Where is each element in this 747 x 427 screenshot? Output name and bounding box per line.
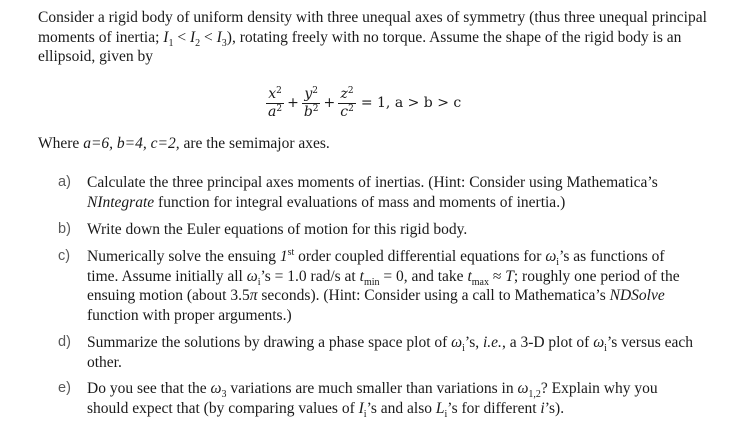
exponent: 2 bbox=[312, 103, 319, 114]
b-var: b bbox=[303, 103, 313, 120]
ellipsoid-equation bbox=[264, 83, 524, 123]
subscript-i: i bbox=[462, 343, 465, 355]
z-var: z bbox=[340, 85, 348, 102]
angular-momentum-symbol: L bbox=[435, 399, 445, 417]
text: ’s and also bbox=[366, 399, 436, 417]
subscript-i: i bbox=[444, 408, 448, 420]
exponent: 2 bbox=[347, 85, 354, 96]
text: ≈ bbox=[488, 267, 506, 285]
ordinal-number: 1 bbox=[279, 248, 288, 265]
omega-symbol: ω bbox=[246, 267, 258, 285]
text: ’s as functions of time. Assume initially all bbox=[87, 248, 665, 285]
exponent: 2 bbox=[276, 103, 283, 114]
y-var: y bbox=[304, 85, 313, 102]
equation-rhs: = 1, a > b > c bbox=[360, 95, 462, 111]
ie-abbrev: i.e. bbox=[483, 334, 502, 351]
function-name: NIntegrate bbox=[87, 193, 155, 211]
text: Write down the Euler equations of motion for this rigid body. bbox=[87, 221, 468, 238]
part-text bbox=[87, 333, 697, 372]
a-var: a bbox=[268, 103, 277, 120]
text: variations are much smaller than variations in bbox=[226, 380, 518, 397]
omega-symbol: ω bbox=[210, 380, 222, 397]
c-var: c bbox=[340, 103, 349, 120]
omega-symbol: ω bbox=[545, 248, 557, 265]
part-text bbox=[87, 220, 697, 240]
semimajor-axes-statement bbox=[38, 134, 330, 154]
where-text: Where bbox=[38, 135, 84, 152]
exponent: 2 bbox=[276, 85, 282, 96]
z-fraction bbox=[338, 86, 356, 121]
subscript-i: i bbox=[363, 408, 367, 420]
text: Calculate the three principal axes moments of inertias. (Hint: Consider using Mathematica’s bbox=[87, 174, 658, 191]
y-fraction bbox=[302, 86, 321, 121]
part-label: e) bbox=[58, 380, 71, 396]
text: Do you see that the bbox=[87, 380, 211, 397]
omega-symbol: ω bbox=[451, 334, 463, 351]
text: Summarize the solutions by drawing a phase space plot of bbox=[87, 334, 452, 351]
text: seconds). (Hint: Consider using a call to Mathematica’s bbox=[257, 287, 610, 304]
part-label: c) bbox=[58, 248, 71, 264]
inertia-symbol: I bbox=[189, 28, 196, 46]
text: ’s for different bbox=[447, 399, 541, 417]
text: ’s, bbox=[464, 334, 483, 351]
subscript-i: i bbox=[604, 343, 607, 355]
text: = 0, and take bbox=[379, 267, 468, 285]
part-label: a) bbox=[58, 174, 71, 190]
where-text-end: are the semimajor axes. bbox=[179, 135, 330, 152]
part-text bbox=[87, 247, 697, 325]
period-symbol: T bbox=[505, 267, 514, 285]
pi-symbol: π bbox=[249, 287, 258, 304]
text: ’s versus each other. bbox=[87, 334, 694, 371]
subscript-1: 1 bbox=[168, 37, 174, 49]
subscript-max: max bbox=[471, 276, 489, 288]
index-symbol: i bbox=[540, 399, 545, 417]
subscript-i: i bbox=[556, 257, 560, 269]
text: order coupled differential equations for bbox=[294, 248, 546, 265]
text: function for integral evaluations of mass and moments of inertia.) bbox=[154, 193, 566, 211]
text: Numerically solve the ensuing bbox=[87, 248, 280, 265]
plus-sign: + bbox=[323, 95, 336, 111]
plus-sign: + bbox=[287, 95, 299, 111]
text: ? Explain why you should expect that (by comparing values of bbox=[87, 380, 658, 417]
t-symbol: t bbox=[359, 267, 364, 285]
subscript-min: min bbox=[363, 276, 380, 288]
subscript-1-2: 1,2 bbox=[528, 389, 541, 401]
x-var: x bbox=[268, 85, 277, 102]
omega-symbol: ω bbox=[593, 334, 605, 351]
text: , a 3-D plot of bbox=[501, 334, 594, 351]
part-text bbox=[87, 173, 697, 212]
problem-intro bbox=[38, 8, 728, 67]
omega-symbol: ω bbox=[517, 380, 529, 397]
part-label: b) bbox=[58, 221, 71, 237]
text: ’s = 1.0 rad/s at bbox=[260, 267, 360, 285]
exponent: 2 bbox=[312, 85, 318, 96]
exponent: 2 bbox=[348, 103, 354, 114]
inertia-symbol: I bbox=[358, 399, 364, 417]
part-label: d) bbox=[58, 334, 71, 350]
text: ; roughly one period of the ensuing motion (about 3.5 bbox=[87, 267, 680, 304]
subscript-2: 2 bbox=[195, 37, 201, 49]
inertia-symbol: I bbox=[163, 28, 169, 46]
subscript-3: 3 bbox=[221, 37, 227, 49]
intro-text: Consider a rigid body of uniform density with three unequal axes of symmetry (thus three unequal principal moments of inertia; bbox=[38, 9, 707, 46]
text: ’s). bbox=[544, 399, 565, 417]
subscript-3: 3 bbox=[221, 389, 227, 401]
part-text bbox=[87, 379, 697, 418]
x-fraction bbox=[266, 86, 284, 121]
less-than: < bbox=[200, 28, 217, 46]
less-than: < bbox=[173, 28, 190, 46]
text: function with proper arguments.) bbox=[87, 306, 292, 324]
t-symbol: t bbox=[467, 267, 472, 285]
inertia-symbol: I bbox=[216, 28, 222, 46]
axis-values: a=6, b=4, c=2, bbox=[83, 135, 180, 152]
subscript-i: i bbox=[257, 276, 261, 288]
ordinal-suffix: st bbox=[287, 246, 295, 258]
intro-text-end: ), rotating freely with no torque. Assume the shape of the rigid body is an ellipsoid, given by bbox=[38, 28, 682, 65]
function-name: NDSolve bbox=[609, 287, 665, 304]
